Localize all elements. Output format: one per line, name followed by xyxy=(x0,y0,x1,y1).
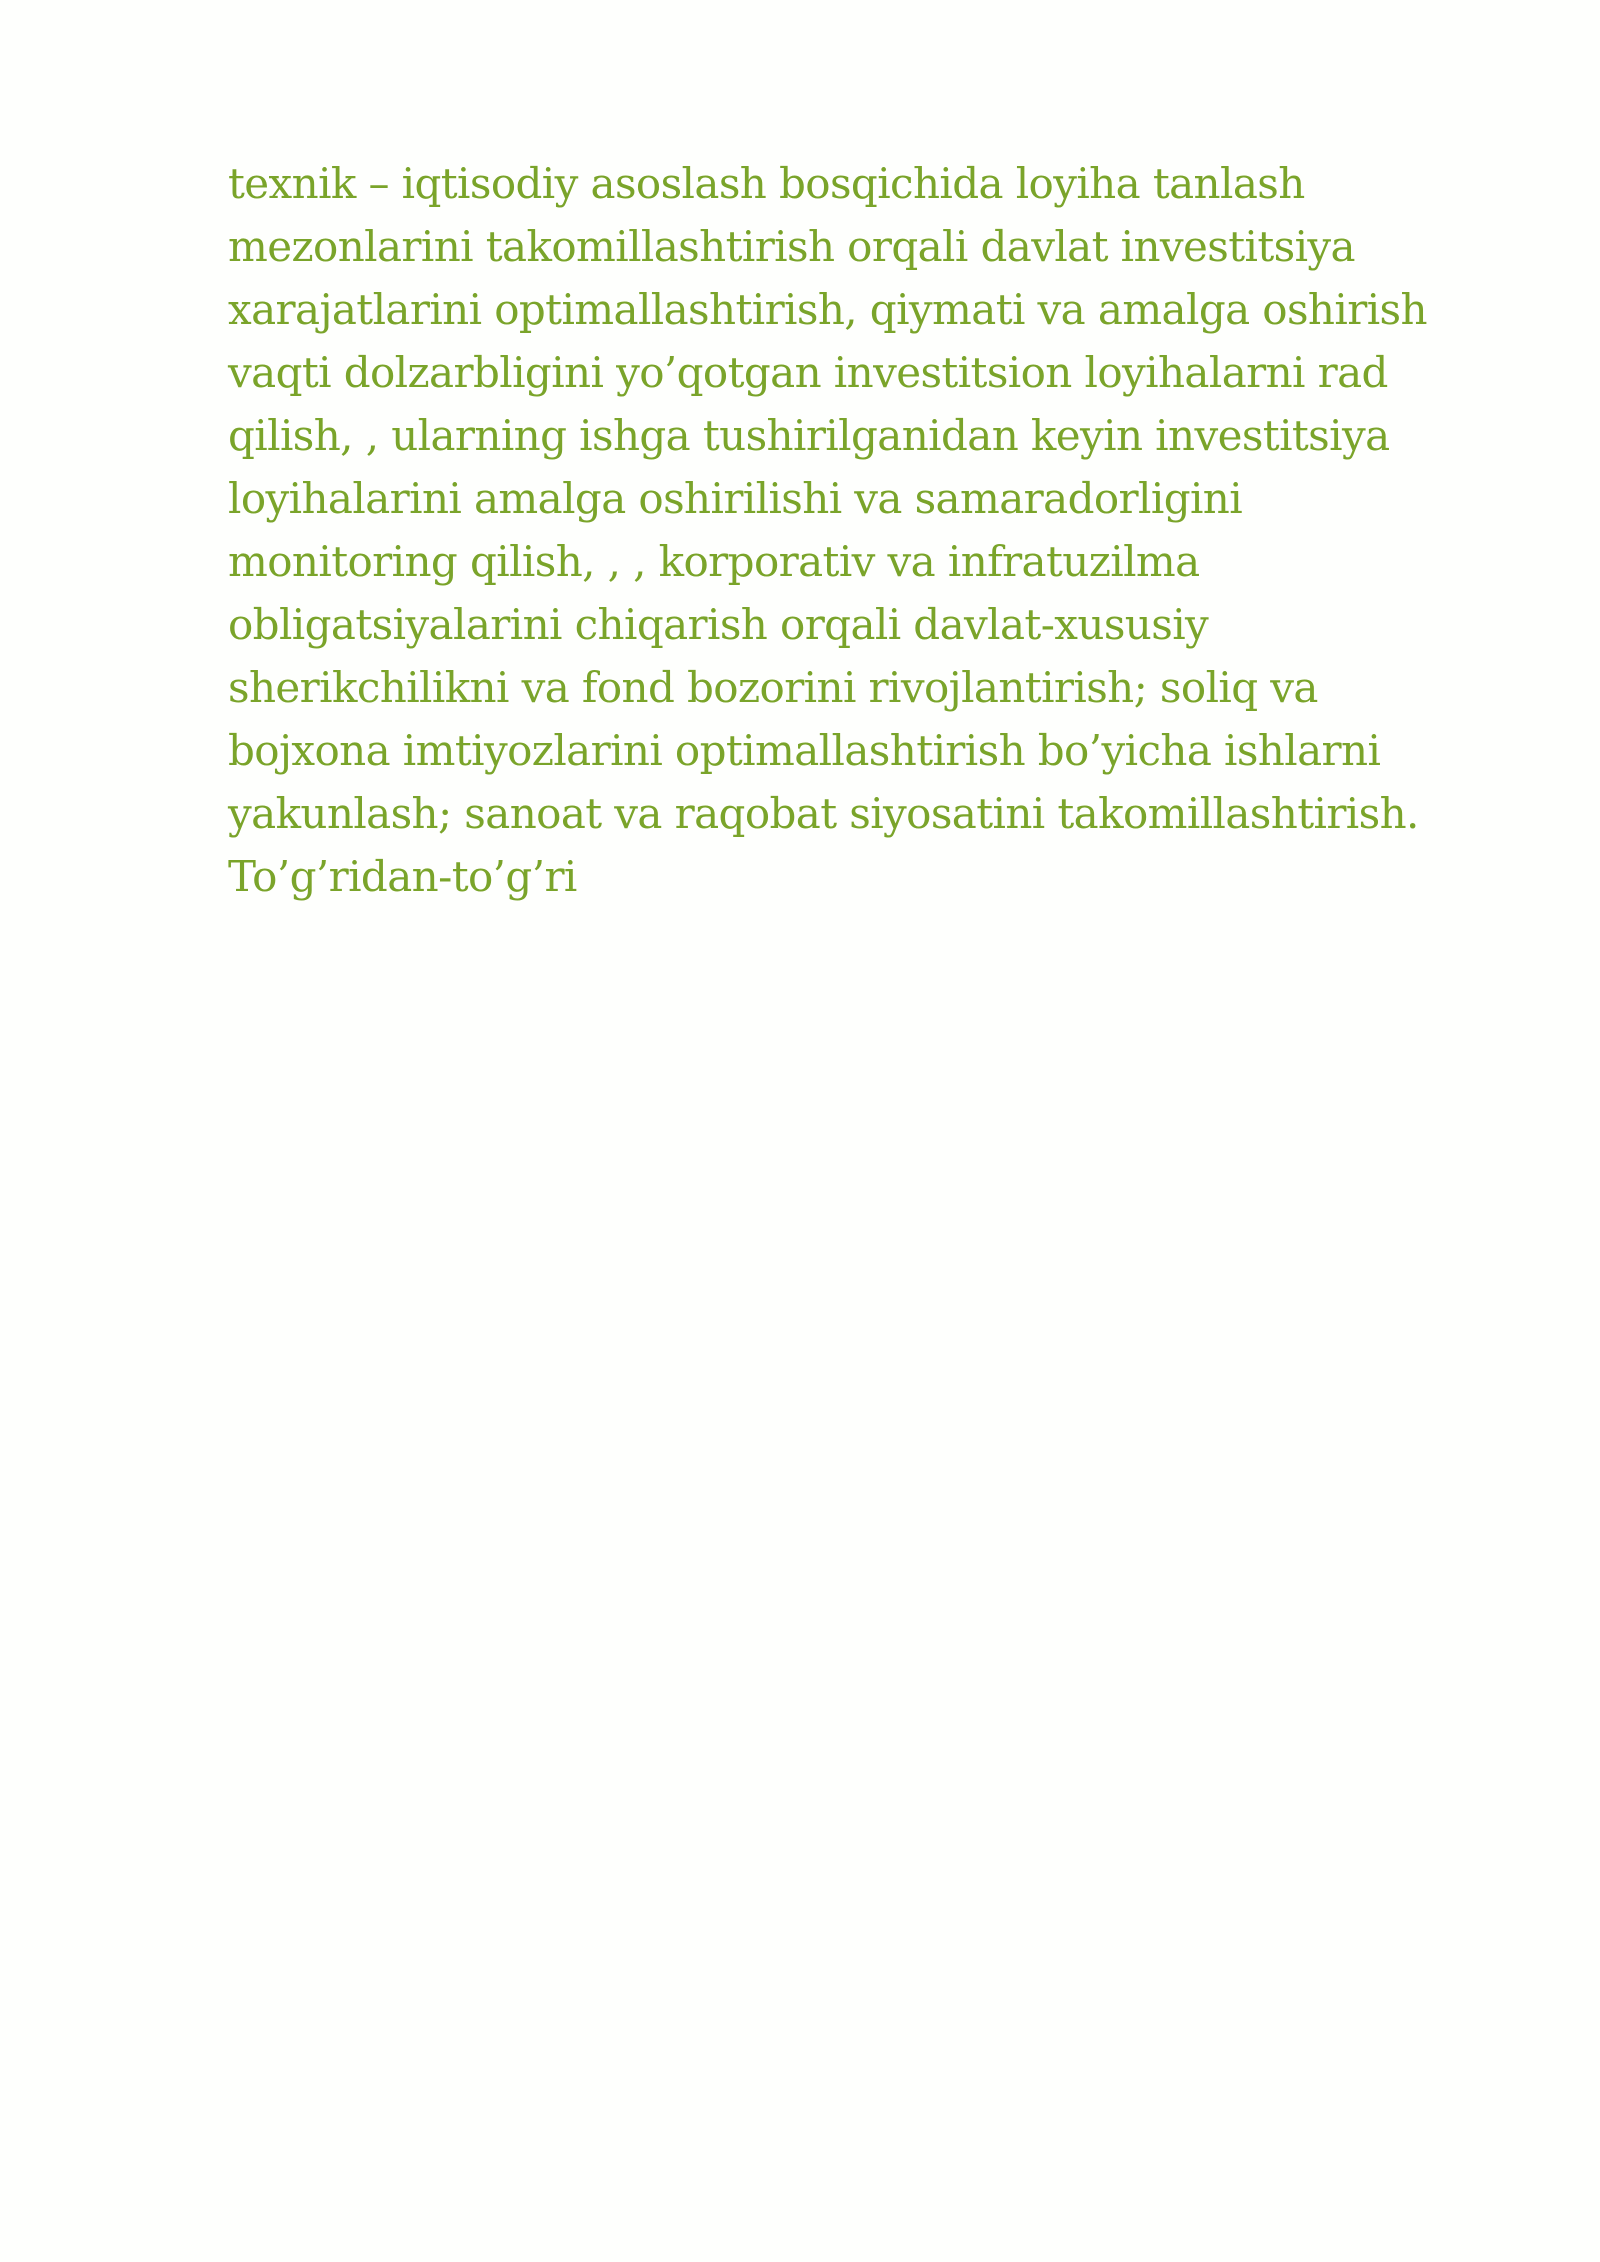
text-line: yakunlash; sanoat va raqobat siyosatini takomillashtirish. xyxy=(228,789,1419,838)
text-line: xarajatlarini optimallashtirish, qiymati va amalga oshirish xyxy=(228,285,1427,334)
text-line: To’g’ridan-to’g’ri xyxy=(228,852,577,901)
text-line: obligatsiyalarini chiqarish orqali davlat-xususiy xyxy=(228,600,1209,649)
text-line: qilish, , ularning ishga tushirilganidan keyin investitsiya xyxy=(228,411,1390,460)
text-line: loyihalarini amalga oshirilishi va samaradorligini xyxy=(228,474,1243,523)
text-line: texnik – iqtisodiy asoslash bosqichida loyiha tanlash xyxy=(228,159,1305,208)
text-line: vaqti dolzarbligini yo’qotgan investitsion loyihalarni rad xyxy=(228,348,1388,397)
text-line: mezonlarini takomillashtirish orqali davlat investitsiya xyxy=(228,222,1355,271)
text-line: sherikchilikni va fond bozorini rivojlantirish; soliq va xyxy=(228,663,1318,712)
text-line: monitoring qilish, , , korporativ va infratuzilma xyxy=(228,537,1200,586)
body-paragraph xyxy=(228,152,1478,908)
text-line: bojxona imtiyozlarini optimallashtirish bo’yicha ishlarni xyxy=(228,726,1381,775)
